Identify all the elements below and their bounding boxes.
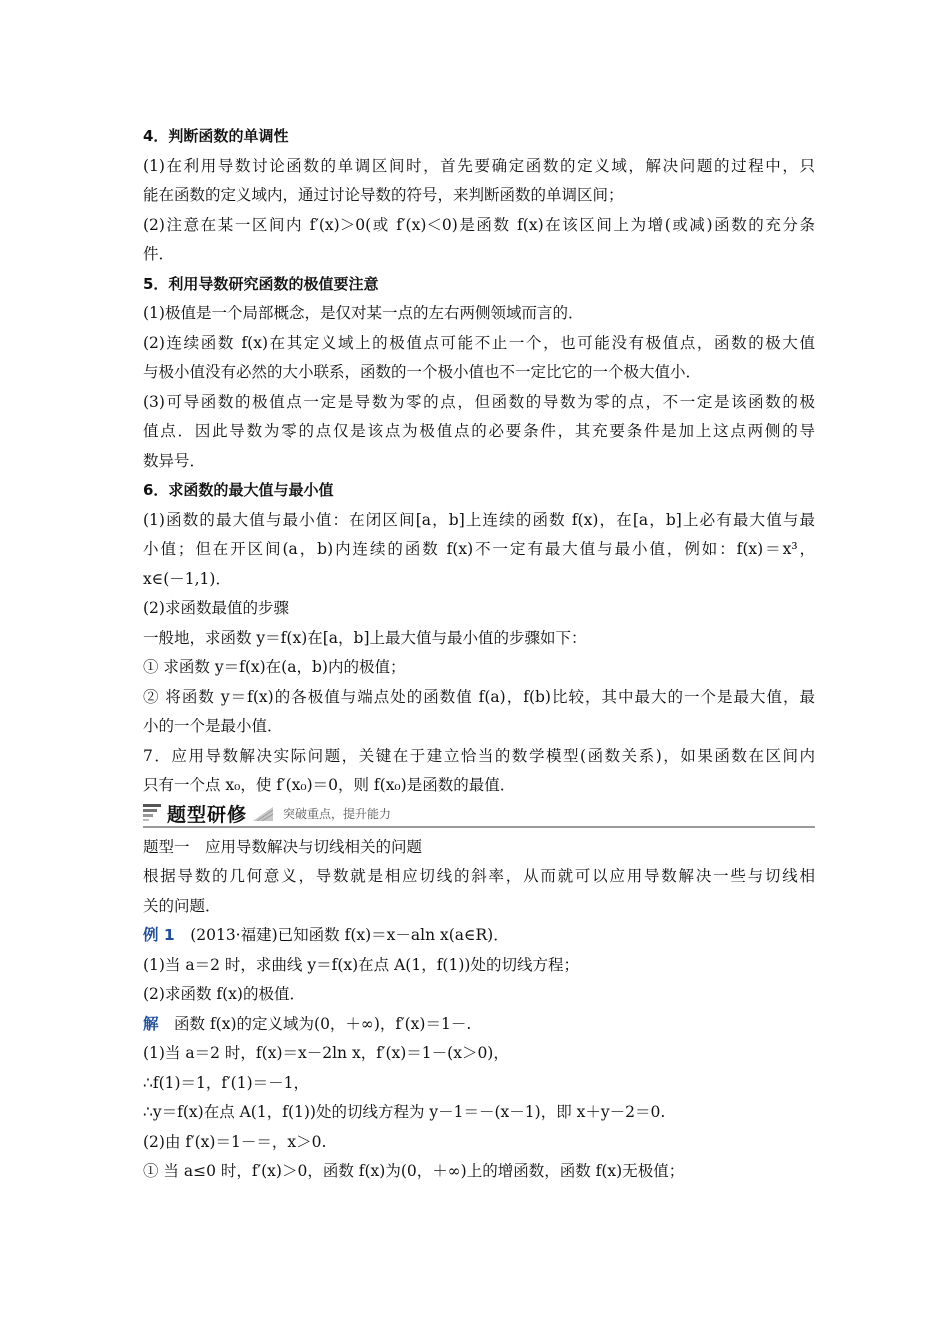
text-line bbox=[143, 712, 815, 742]
line-text: 小值；但在开区间(a，b)内连续的函数 f(x)不一定有最大值与最小值，例如：f(x)＝x³， bbox=[143, 540, 815, 558]
text-line bbox=[143, 152, 815, 182]
line-text: 关的问题． bbox=[143, 896, 221, 915]
text-line bbox=[143, 299, 815, 329]
section-header bbox=[143, 799, 815, 833]
text-line bbox=[143, 1157, 815, 1187]
text-line bbox=[143, 742, 815, 772]
text-line bbox=[143, 122, 815, 152]
text-line bbox=[143, 594, 815, 624]
text-line bbox=[143, 1039, 815, 1069]
line-text: 一般地，求函数 y＝f(x)在[a，b]上最大值与最小值的步骤如下： bbox=[143, 628, 587, 647]
text-line bbox=[143, 833, 815, 863]
line-text: 值点．因此导数为零的点仅是该点为极值点的必要条件，其充要条件是加上这点两侧的导 bbox=[143, 422, 815, 440]
text-line bbox=[143, 1010, 815, 1040]
text-line bbox=[143, 476, 815, 506]
line-text: ① 求函数 y＝f(x)在(a，b)内的极值； bbox=[143, 658, 406, 676]
text-line bbox=[143, 329, 815, 359]
line-text: 小的一个是最小值． bbox=[143, 717, 283, 735]
text-line bbox=[143, 771, 815, 801]
text-line bbox=[143, 653, 815, 683]
line-text: 函数 f(x)的定义域为(0，＋∞)，f′(x)＝1－. bbox=[158, 1014, 472, 1033]
line-text: ② 将函数 y＝f(x)的各极值与端点处的函数值 f(a)，f(b)比较，其中最大的一个是最大值，最 bbox=[143, 687, 815, 706]
text-line bbox=[143, 211, 815, 241]
line-text: (2)连续函数 f(x)在其定义域上的极值点可能不止一个，也可能没有极值点，函数的极大值 bbox=[143, 333, 815, 352]
text-line bbox=[143, 181, 815, 211]
text-line bbox=[143, 892, 815, 922]
decoration-icon bbox=[253, 807, 273, 821]
line-text: ① 当 a≤0 时，f′(x)＞0，函数 f(x)为(0，＋∞)上的增函数，函数 f(x)无极值； bbox=[143, 1162, 685, 1180]
stripes-icon bbox=[143, 803, 161, 821]
line-text: 4．判断函数的单调性 bbox=[143, 127, 289, 145]
line-prefix: 解 bbox=[143, 1014, 159, 1033]
line-text: 题型一 应用导数解决与切线相关的问题 bbox=[143, 837, 423, 856]
text-block-examples bbox=[143, 833, 815, 1187]
line-text: 数异号． bbox=[143, 451, 206, 470]
line-text: (2)求函数最值的步骤 bbox=[143, 599, 289, 617]
line-text: 件． bbox=[143, 245, 175, 263]
document-page bbox=[143, 122, 815, 1187]
line-prefix: 例 1 bbox=[143, 926, 175, 944]
line-text: (2013·福建)已知函数 f(x)＝x－aln x(a∈R)． bbox=[174, 926, 509, 944]
line-text: (1)当 a＝2 时，f(x)＝x－2ln x，f′(x)＝1－(x＞0)， bbox=[143, 1044, 509, 1062]
text-line bbox=[143, 1128, 815, 1158]
text-line bbox=[143, 951, 815, 981]
line-text: 7．应用导数解决实际问题，关键在于建立恰当的数学模型(函数关系)，如果函数在区间内 bbox=[143, 746, 815, 765]
text-line bbox=[143, 683, 815, 713]
text-line bbox=[143, 624, 815, 654]
line-text: ∴f(1)＝1，f′(1)＝－1， bbox=[143, 1073, 309, 1092]
text-line bbox=[143, 1098, 815, 1128]
line-text: 能在函数的定义域内，通过讨论导数的符号，来判断函数的单调区间； bbox=[143, 186, 624, 204]
line-text: (1)极值是一个局部概念，是仅对某一点的左右两侧领域而言的． bbox=[143, 304, 584, 322]
line-text: (1)当 a＝2 时，求曲线 y＝f(x)在点 A(1，f(1))处的切线方程； bbox=[143, 955, 579, 974]
line-text: 5．利用导数研究函数的极值要注意 bbox=[143, 274, 379, 293]
text-line bbox=[143, 358, 815, 388]
line-text: x∈(－1,1)． bbox=[143, 569, 231, 588]
text-line bbox=[143, 921, 815, 951]
line-text: 与极小值没有必然的大小联系，函数的一个极小值也不一定比它的一个极大值小． bbox=[143, 363, 702, 381]
line-text: (1)在利用导数讨论函数的单调区间时，首先要确定函数的定义域，解决问题的过程中，只 bbox=[143, 156, 815, 175]
text-line bbox=[143, 388, 815, 418]
text-line bbox=[143, 240, 815, 270]
line-text: 6．求函数的最大值与最小值 bbox=[143, 481, 334, 499]
section-title: 题型研修 bbox=[167, 803, 248, 826]
text-line bbox=[143, 862, 815, 892]
text-line bbox=[143, 270, 815, 300]
line-text: (2)由 f′(x)＝1－＝，x＞0. bbox=[143, 1132, 327, 1151]
section-subtitle: 突破重点，提升能力 bbox=[283, 806, 392, 821]
text-line bbox=[143, 1069, 815, 1099]
line-text: (2)求函数 f(x)的极值． bbox=[143, 985, 305, 1003]
line-text: (3)可导函数的极值点一定是导数为零的点，但函数的导数为零的点，不一定是该函数的极 bbox=[143, 392, 815, 411]
line-text: 只有一个点 x₀，使 f′(x₀)＝0，则 f(x₀)是函数的最值． bbox=[143, 776, 516, 794]
line-text: 根据导数的几何意义，导数就是相应切线的斜率，从而就可以应用导数解决一些与切线相 bbox=[143, 867, 815, 885]
line-text: (2)注意在某一区间内 f′(x)＞0(或 f′(x)＜0)是函数 f(x)在该区间上为增(或减)函数的充分条 bbox=[143, 215, 815, 234]
text-line bbox=[143, 535, 815, 565]
text-line bbox=[143, 506, 815, 536]
text-line bbox=[143, 417, 815, 447]
text-line bbox=[143, 447, 815, 477]
section-rule bbox=[143, 826, 815, 828]
text-line bbox=[143, 980, 815, 1010]
line-text: (1)函数的最大值与最小值：在闭区间[a，b]上连续的函数 f(x)，在[a，b]上必有最大值与最 bbox=[143, 510, 815, 529]
text-block-notes bbox=[143, 122, 815, 801]
line-text: ∴y＝f(x)在点 A(1，f(1))处的切线方程为 y－1＝－(x－1)，即 x＋y－2＝0. bbox=[143, 1103, 666, 1121]
text-line bbox=[143, 565, 815, 595]
